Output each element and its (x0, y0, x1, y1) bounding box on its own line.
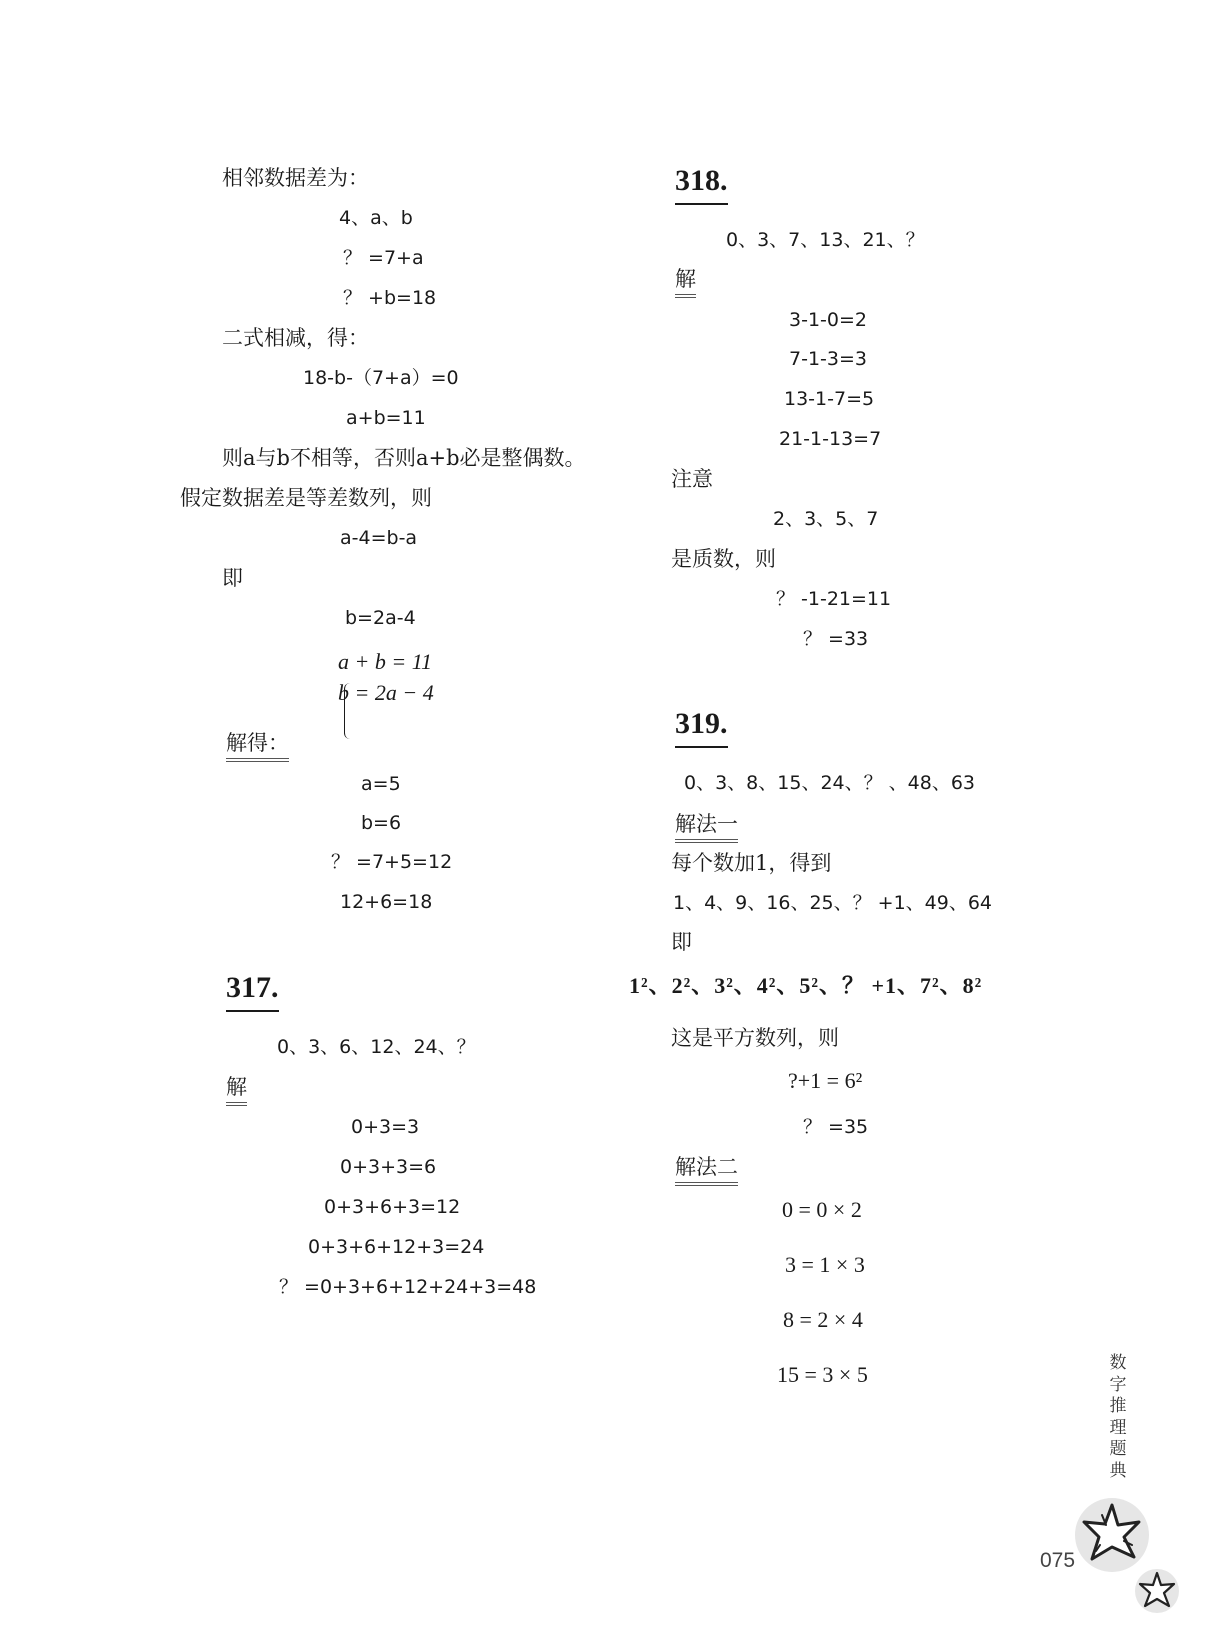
equation: ？ =33 (803, 628, 869, 650)
text-line: 二式相减，得： (222, 326, 369, 350)
equation: 13-1-7=5 (784, 388, 875, 410)
text-line: 即 (222, 566, 243, 590)
equation: 0+3+6+3=12 (324, 1196, 461, 1218)
text-line: 假定数据差是等差数列，则 (180, 486, 432, 510)
solution-label: 解 (675, 269, 696, 298)
text-line: 相邻数据差为： (222, 166, 369, 190)
text-line: 每个数加1，得到 (671, 851, 832, 875)
equation: ？ =7+a (343, 247, 424, 269)
solution-label: 解 (226, 1077, 247, 1106)
problem-number: 318. (675, 166, 728, 205)
equation: ？ =7+5=12 (331, 851, 453, 873)
equation: 15 = 3 × 5 (777, 1362, 868, 1387)
equation: ？ -1-21=11 (776, 588, 892, 610)
sequence: 0、3、7、13、21、？ (726, 229, 925, 251)
squares-sequence: 1²、2²、3²、4²、5²、？ +1、7²、8² (629, 973, 983, 998)
equation: ？ +b=18 (343, 287, 437, 309)
equation: b=6 (361, 812, 402, 834)
book-title-char: 题 (1109, 1439, 1127, 1459)
book-title-char: 数 (1109, 1353, 1127, 1373)
decorative-star-icon (1072, 1495, 1152, 1575)
method-label: 解法二 (675, 1157, 738, 1186)
book-title-char: 理 (1109, 1417, 1127, 1438)
method-label: 解法一 (675, 814, 738, 843)
equation: ？ =0+3+6+12+24+3=48 (279, 1276, 537, 1298)
system-equation: b = 2a − 4 (338, 680, 434, 705)
equation: a-4=b-a (340, 527, 418, 549)
text-line: 注意 (671, 467, 713, 491)
book-title-vertical (1106, 1353, 1130, 1482)
book-title-char: 典 (1109, 1460, 1127, 1481)
text-line: 是质数，则 (671, 547, 776, 571)
equation: a=5 (361, 773, 401, 795)
sequence: 0、3、6、12、24、？ (277, 1036, 476, 1058)
equation: 12+6=18 (340, 891, 433, 913)
equation: 8 = 2 × 4 (783, 1307, 863, 1332)
problem-number: 319. (675, 709, 728, 748)
equation: 7-1-3=3 (789, 348, 867, 370)
equation: 18-b-（7+a）=0 (303, 367, 459, 389)
text-line: 这是平方数列，则 (671, 1026, 839, 1050)
equation: 0+3+6+12+3=24 (308, 1236, 485, 1258)
page-number: 075 (1040, 1549, 1076, 1572)
equation: 3 = 1 × 3 (785, 1252, 865, 1277)
equation: 21-1-13=7 (779, 428, 882, 450)
equation: ？ =35 (803, 1116, 869, 1138)
equation: 0 = 0 × 2 (782, 1197, 862, 1222)
system-equation: a + b = 11 (338, 649, 433, 674)
text-line: 则a与b不相等，否则a+b必是整偶数。 (222, 446, 586, 470)
book-title-char: 字 (1109, 1374, 1127, 1395)
equation: 0+3+3=6 (340, 1156, 437, 1178)
decorative-small-star-icon (1132, 1566, 1182, 1616)
equation: 4、a、b (339, 207, 413, 229)
sequence: 0、3、8、15、24、？ 、48、63 (684, 772, 976, 794)
problem-number: 317. (226, 973, 279, 1012)
text-line: 即 (671, 930, 692, 954)
solve-label: 解得： (226, 733, 289, 762)
equation: ?+1 = 6² (788, 1068, 863, 1093)
equation: b=2a-4 (345, 607, 416, 629)
equation: 3-1-0=2 (789, 309, 867, 331)
equation: 2、3、5、7 (773, 508, 879, 530)
equation: 1、4、9、16、25、？ +1、49、64 (673, 892, 993, 914)
book-title-char: 推 (1109, 1396, 1127, 1416)
equation: 0+3=3 (351, 1116, 420, 1138)
equation: a+b=11 (346, 407, 426, 429)
